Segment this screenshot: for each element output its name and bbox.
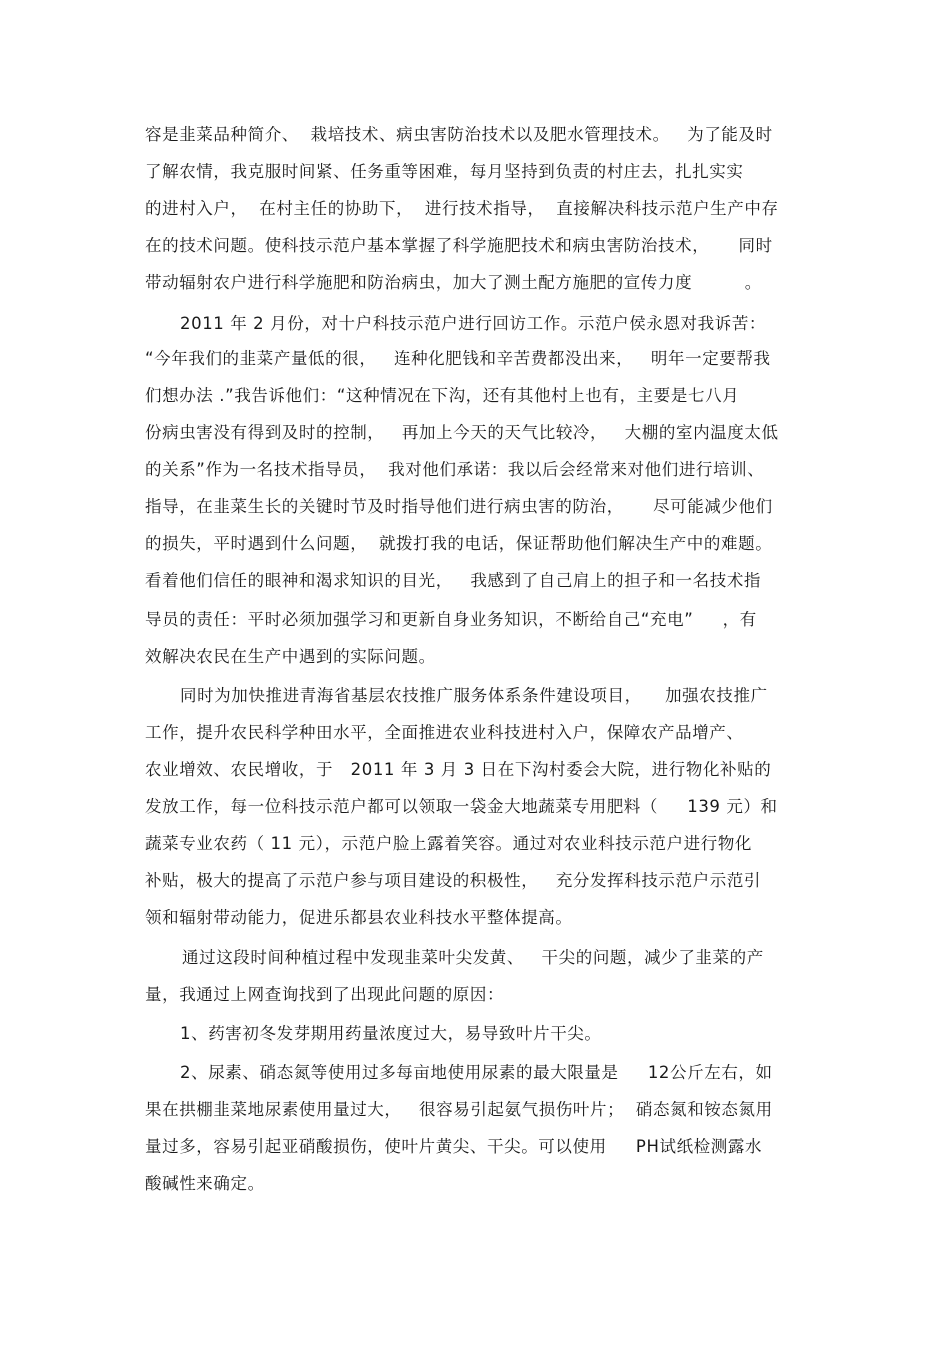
text-line: 1、药害初冬发芽期用药量浓度过大，易导致叶片干尖。 [180, 1024, 602, 1043]
text-line: 的进村入户， 在村主任的协助下， 进行技术指导， 直接解决科技示范户生产中存 [145, 199, 779, 218]
text-line: 领和辐射带动能力，促进乐都县农业科技水平整体提高。 [145, 908, 573, 927]
text-line: “今年我们的韭菜产量低的很， 连种化肥钱和辛苦费都没出来， 明年一定要帮我 [145, 349, 771, 368]
text-line: 工作，提升农民科学种田水平，全面推进农业科技进村入户，保障农产品增产、 [145, 723, 744, 742]
text-line: 带动辐射农户进行科学施肥和防治病虫，加大了测土配方施肥的宣传力度 。 [145, 273, 762, 292]
text-line: 了解农情，我克服时间紧、任务重等困难，每月坚持到负责的村庄去，扎扎实实 [145, 162, 744, 181]
text-line: 容是韭菜品种简介、 栽培技术、病虫害防治技术以及肥水管理技术。 为了能及时 [145, 125, 773, 144]
text-line: 蔬菜专业农药（ 11 元），示范户脸上露着笑容。通过对农业科技示范户进行物化 [145, 834, 753, 853]
text-line: 同时为加快推进青海省基层农技推广服务体系条件建设项目， 加强农技推广 [180, 686, 768, 705]
text-line: 指导，在韭菜生长的关键时节及时指导他们进行病虫害的防治， 尽可能减少他们 [145, 497, 773, 516]
text-line: 2、尿素、硝态氮等使用过多每亩地使用尿素的最大限量是 12公斤左右，如 [180, 1063, 773, 1082]
text-line: 们想办法 .”我告诉他们：“这种情况在下沟，还有其他村上也有，主要是七八月 [145, 386, 740, 405]
text-line: 2011 年 2 月份，对十户科技示范户进行回访工作。示范户侯永恩对我诉苦： [180, 314, 767, 333]
text-line: 量过多，容易引起亚硝酸损伤，使叶片黄尖、干尖。可以使用 PH试纸检测露水 [145, 1137, 763, 1156]
text-line: 的关系”作为一名技术指导员， 我对他们承诺：我以后会经常来对他们进行培训、 [145, 460, 765, 479]
text-line: 发放工作，每一位科技示范户都可以领取一袋金大地蔬菜专用肥料（ 139 元）和 [145, 797, 778, 816]
text-line: 补贴，极大的提高了示范户参与项目建设的积极性， 充分发挥科技示范户示范引 [145, 871, 762, 890]
text-line: 的损失，平时遇到什么问题， 就拨打我的电话，保证帮助他们解决生产中的难题。 [145, 534, 773, 553]
text-line: 通过这段时间种植过程中发现韭菜叶尖发黄、 干尖的问题，减少了韭菜的产 [182, 948, 764, 967]
text-line: 量，我通过上网查询找到了出现此问题的原因： [145, 985, 505, 1004]
text-line: 导员的责任：平时必须加强学习和更新自身业务知识，不断给自己“充电” ，有 [145, 610, 757, 629]
text-line: 在的技术问题。使科技示范户基本掌握了科学施肥技术和病虫害防治技术， 同时 [145, 236, 773, 255]
text-line: 份病虫害没有得到及时的控制， 再加上今天的天气比较冷， 大棚的室内温度太低 [145, 423, 779, 442]
text-line: 效解决农民在生产中遇到的实际问题。 [145, 647, 436, 666]
text-line: 果在拱棚韭菜地尿素使用量过大， 很容易引起氨气损伤叶片； 硝态氮和铵态氮用 [145, 1100, 773, 1119]
text-line: 酸碱性来确定。 [145, 1174, 265, 1193]
text-line: 看着他们信任的眼神和渴求知识的目光， 我感到了自己肩上的担子和一名技术指 [145, 571, 762, 590]
text-line: 农业增效、农民增收，于 2011 年 3 月 3 日在下沟村委会大院，进行物化补贴的 [145, 760, 772, 779]
